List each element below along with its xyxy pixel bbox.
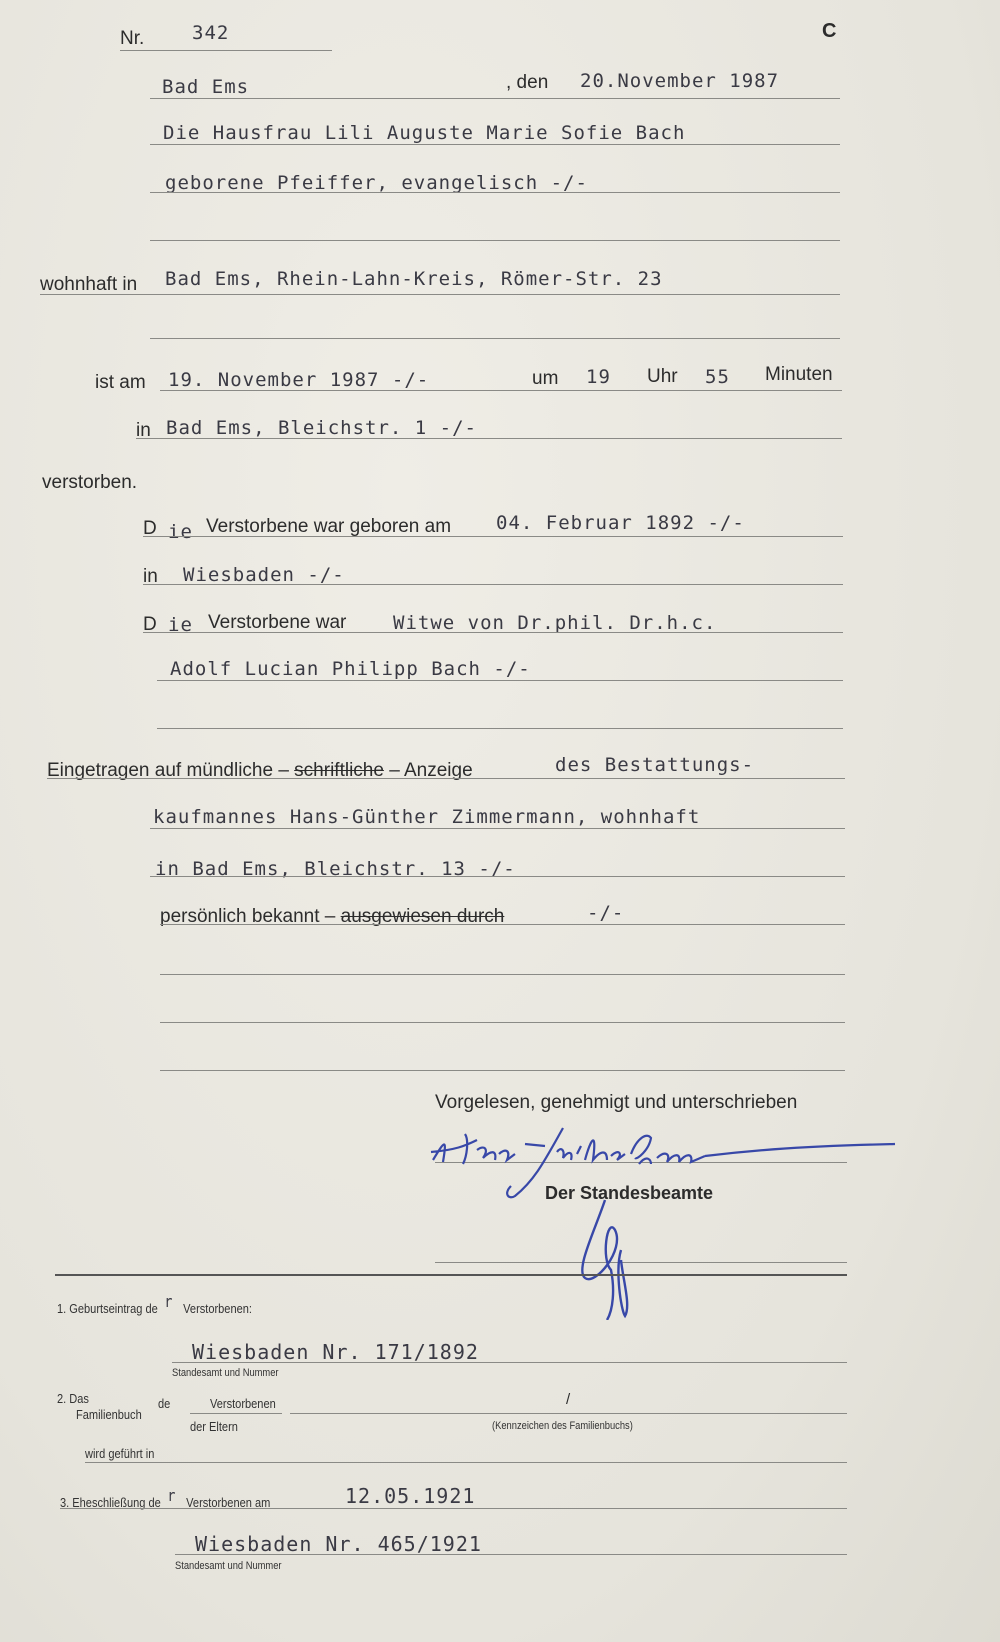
blank-rule-4 [160, 974, 845, 975]
residence-value: Bad Ems, Rhein-Lahn-Kreis, Römer-Str. 23 [165, 268, 663, 290]
item1-suffix: Verstorbenen: [183, 1301, 252, 1316]
footer-separator [55, 1274, 847, 1276]
status-rule-2 [157, 680, 843, 681]
person-line2: geborene Pfeiffer, evangelisch -/- [165, 172, 588, 194]
death-place: Bad Ems, Bleichstr. 1 -/- [166, 417, 477, 439]
item2-wird-rule [85, 1462, 847, 1463]
blank-rule-1 [150, 240, 840, 241]
item2-verstorbenen: Verstorbenen [210, 1396, 276, 1411]
person-line2-rule [150, 192, 840, 193]
item3-caption: Standesamt und Nummer [175, 1560, 282, 1572]
birth-d-label: D [143, 518, 157, 539]
item1-value: Wiesbaden Nr. 171/1892 [192, 1340, 479, 1364]
item1-sup: r [164, 1292, 174, 1311]
registration-value3: in Bad Ems, Bleichstr. 13 -/- [155, 858, 516, 880]
item2-wird-label: wird geführt in [85, 1446, 155, 1461]
item3-sup: r [167, 1486, 177, 1505]
item1-label-text: 1. Geburtseintrag de [57, 1301, 158, 1316]
nr-label: Nr. [120, 28, 145, 49]
item2-slash: / [566, 1391, 571, 1408]
item1-rule [172, 1362, 847, 1363]
registration-label-a: Eingetragen auf mündliche – [47, 760, 289, 781]
status-d-label: D [143, 614, 157, 635]
residence-label: wohnhaft in [40, 274, 138, 295]
death-in-label: in [136, 420, 151, 441]
registration-value1: des Bestattungs- [555, 754, 755, 776]
birth-place-rule [143, 584, 843, 585]
known-value: -/- [587, 902, 625, 924]
corner-letter: C [822, 20, 837, 42]
status-ie: ie [168, 614, 193, 636]
birth-date-rule [143, 536, 843, 537]
birth-in-label: in [143, 566, 158, 587]
item3-label-text: 3. Eheschließung de [60, 1495, 161, 1510]
registration-rule-1 [47, 778, 845, 779]
blank-rule-2 [150, 338, 840, 339]
registration-label-struck: schriftliche [294, 760, 384, 781]
official-label: Der Standesbeamte [545, 1183, 714, 1203]
uhr-label: Uhr [647, 366, 678, 387]
nr-line [120, 50, 332, 51]
known-rule [160, 924, 845, 925]
person-line1-rule [150, 144, 840, 145]
residence-rule [40, 294, 840, 295]
status-value2: Adolf Lucian Philipp Bach -/- [170, 658, 531, 680]
registration-value2: kaufmannes Hans-Günther Zimmermann, wohnhaft [153, 806, 701, 828]
verstorben-label: verstorben. [42, 472, 138, 493]
item2-de: de [158, 1396, 171, 1411]
status-value1: Witwe von Dr.phil. Dr.h.c. [393, 612, 717, 634]
item3-date: 12.05.1921 [345, 1484, 476, 1508]
place-value: Bad Ems [162, 76, 250, 98]
item3-rule-1 [60, 1508, 847, 1509]
minuten-label: Minuten [765, 364, 833, 385]
person-line1: Die Hausfrau Lili Auguste Marie Sofie Bach [163, 122, 686, 144]
item2-verstorbenen-rule [190, 1413, 282, 1414]
item3-suffix: Verstorbenen am [186, 1495, 271, 1510]
known-label-text: persönlich bekannt – [160, 906, 336, 927]
registration-label-b: – Anzeige [389, 760, 473, 781]
item2-caption: (Kennzeichen des Familienbuchs) [492, 1420, 633, 1432]
date-line [150, 98, 840, 99]
death-minute: 55 [705, 366, 730, 388]
birth-ie: ie [168, 521, 193, 543]
birth-date: 04. Februar 1892 -/- [496, 512, 745, 534]
birth-label: Verstorbene war geboren am [206, 516, 452, 537]
signature-witness [425, 1120, 900, 1320]
death-date: 19. November 1987 -/- [168, 369, 430, 391]
item1-label [57, 1292, 252, 1317]
item2-eltern: der Eltern [190, 1419, 238, 1434]
status-label: Verstorbene war [208, 612, 347, 633]
item2-rule [290, 1413, 847, 1414]
item3-value: Wiesbaden Nr. 465/1921 [195, 1532, 482, 1556]
item2-num: 2. Das [57, 1391, 89, 1406]
read-approved-label: Vorgelesen, genehmigt und unterschrieben [435, 1092, 798, 1113]
nr-value: 342 [192, 22, 230, 44]
date-value: 20.November 1987 [580, 70, 780, 92]
birth-place: Wiesbaden -/- [183, 564, 345, 586]
istam-label: ist am [95, 372, 146, 393]
registration-rule-3 [150, 876, 845, 877]
registration-rule-2 [150, 828, 845, 829]
known-label-struck: ausgewiesen durch [340, 906, 505, 927]
death-hour: 19 [586, 366, 611, 388]
um-label: um [532, 368, 559, 389]
item3-rule-2 [175, 1554, 847, 1555]
status-rule-1 [143, 632, 843, 633]
blank-rule-6 [160, 1070, 845, 1071]
death-place-rule [136, 438, 842, 439]
blank-rule-5 [160, 1022, 845, 1023]
item2-sub: Familienbuch [76, 1407, 142, 1422]
item1-caption: Standesamt und Nummer [172, 1367, 279, 1379]
blank-rule-3 [157, 728, 843, 729]
death-date-rule [160, 390, 842, 391]
date-label: , den [506, 72, 549, 93]
